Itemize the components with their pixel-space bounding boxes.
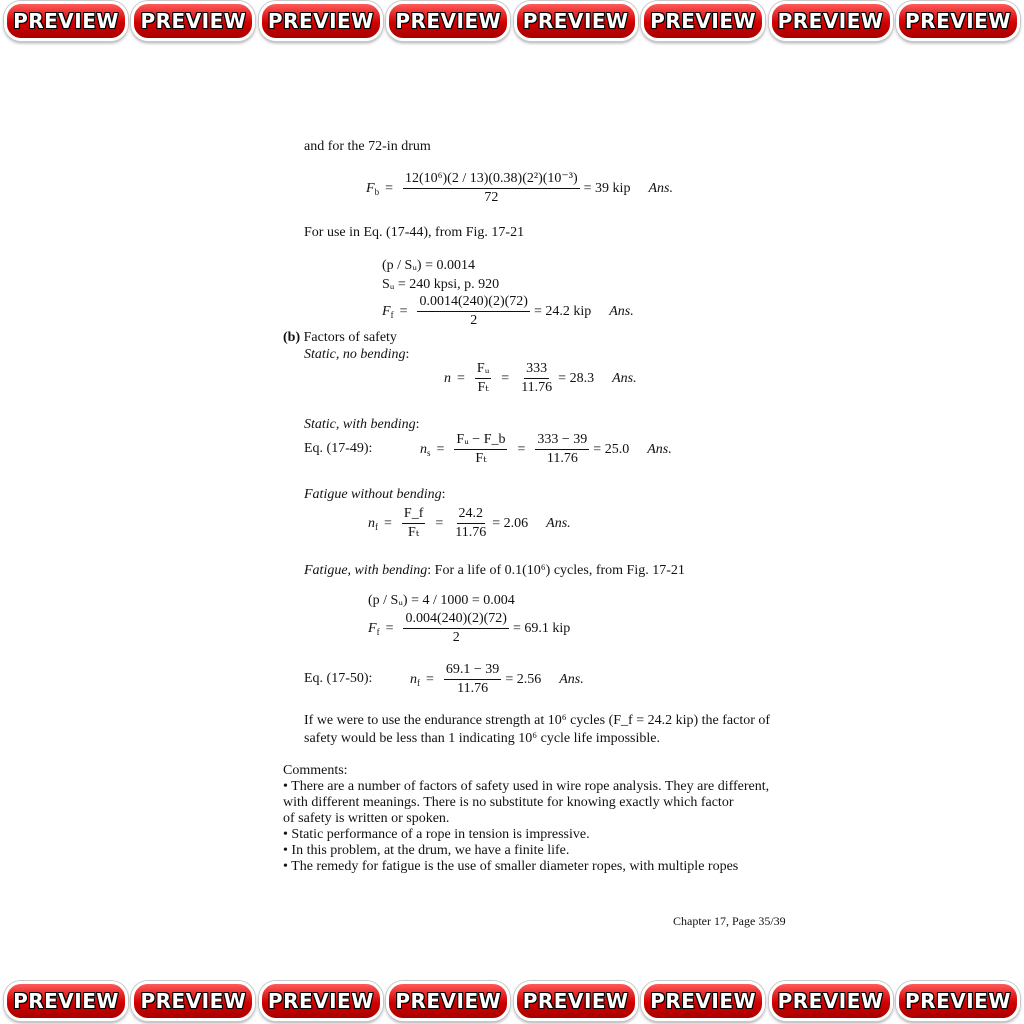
preview-badge: PREVIEW — [386, 981, 510, 1021]
ans-label: Ans. — [559, 671, 584, 687]
p-su-line: (p / Sᵤ) = 0.0014 — [382, 258, 475, 273]
preview-badge: PREVIEW — [896, 1, 1020, 41]
preview-badge: PREVIEW — [131, 1, 255, 41]
ff-lhs: $F_f$ — [382, 303, 394, 320]
preview-banner-top — [4, 0, 1020, 42]
ff-fraction — [417, 294, 529, 329]
fb-result: = 39 kip — [583, 180, 631, 196]
endurance-line-1: If we were to use the endurance strength at 10⁶ cycles (F_f = 24.2 kip) the factor of — [304, 713, 771, 728]
ans-label: Ans. — [546, 515, 571, 531]
fb-lhs: $F_b$ — [366, 180, 380, 197]
eq-ff: $F_f$ = $\frac{0.0014(240)(2)(72)}{2}$ = 24.2 kip Ans. — [382, 294, 634, 328]
nf-fraction-numeric: $\frac{24.2}{11.76}$ — [455, 506, 487, 540]
ff2-lhs: $F_f$ — [368, 620, 380, 637]
nf2-lhs: $n_f$ — [410, 671, 420, 688]
eq-17-50-label: Eq. (17-50): — [304, 671, 373, 686]
ans-label: Ans. — [647, 441, 672, 457]
eq-ff2: $F_f$ = $\frac{0.004(240)(2)(72)}{2}$ = 69.1 kip — [368, 611, 571, 645]
preview-badge: PREVIEW — [259, 1, 383, 41]
nf-fraction-symbolic: $\frac{F\_f}{\text{Fₜ}}$ — [403, 506, 424, 540]
static-with-bending-label: Static, with bending: — [304, 417, 420, 432]
ans-label: Ans. — [648, 180, 673, 196]
preview-badge: PREVIEW — [514, 1, 638, 41]
comment-line: • The remedy for fatigue is the use of smaller diameter ropes, with multiple ropes — [283, 859, 739, 874]
preview-badge: PREVIEW — [896, 981, 1020, 1021]
p-su2-line: (p / Sᵤ) = 4 / 1000 = 0.004 — [368, 593, 515, 608]
comment-line: • There are a number of factors of safety used in wire rope analysis. They are different, — [283, 779, 770, 794]
nf2-fraction: $\frac{69.1 - 39}{11.76}$ — [445, 662, 500, 696]
preview-badge: PREVIEW — [4, 981, 128, 1021]
eq-fb: $F_b$ = $\frac{\text{12(10⁶)(2 / 13)(0.38)(2²)(10⁻³)}}{72}$ = 39 kip Ans. — [366, 171, 673, 205]
fb-numerator: 12(10⁶)(2 / 13)(0.38)(2²)(10⁻³) — [403, 171, 580, 189]
ff2-result: = 69.1 kip — [512, 620, 571, 636]
eq-n: n = $\frac{\text{Fᵤ}}{\text{Fₜ}}$ = $\frac{333}{11.76}$ = 28.3 Ans. — [444, 361, 637, 395]
page-footer: Chapter 17, Page 35/39 — [673, 914, 786, 928]
ns-result: = 25.0 — [593, 441, 630, 457]
ff-denominator: 2 — [470, 313, 478, 328]
ff-numerator: 0.0014(240)(2)(72) — [417, 294, 529, 312]
nf2-result: = 2.56 — [505, 671, 542, 687]
comment-line: • Static performance of a rope in tension is impressive. — [283, 827, 590, 842]
preview-badge: PREVIEW — [641, 981, 765, 1021]
comment-line: • In this problem, at the drum, we have a finite life. — [283, 843, 570, 858]
preview-badge: PREVIEW — [131, 981, 255, 1021]
preview-badge: PREVIEW — [641, 1, 765, 41]
part-b-heading: (b) Factors of safety — [283, 330, 397, 345]
comments-title: Comments: — [283, 763, 348, 778]
ff-result: = 24.2 kip — [533, 303, 592, 319]
preview-badge: PREVIEW — [386, 1, 510, 41]
preview-badge: PREVIEW — [259, 981, 383, 1021]
preview-banner-bottom — [4, 980, 1020, 1022]
eq-17-49-label: Eq. (17-49): — [304, 441, 373, 456]
ans-label: Ans. — [612, 370, 637, 386]
su-line: Sᵤ = 240 kpsi, p. 920 — [382, 277, 500, 292]
eq-nf: $n_f$ = $\frac{F\_f}{\text{Fₜ}}$ = $\frac{24.2}{11.76}$ = 2.06 Ans. — [368, 506, 571, 540]
n-lhs: n — [444, 370, 451, 386]
fb-fraction — [403, 171, 580, 206]
n-result: = 28.3 — [558, 370, 595, 386]
preview-badge: PREVIEW — [4, 1, 128, 41]
intro-72-drum: and for the 72-in drum — [304, 139, 431, 154]
fb-denominator: 72 — [484, 190, 499, 205]
preview-badge: PREVIEW — [769, 981, 893, 1021]
endurance-line-2: safety would be less than 1 indicating 10⁶ cycle life impossible. — [304, 731, 660, 746]
ans-label: Ans. — [609, 303, 634, 319]
ns-fraction-symbolic: $\frac{\text{Fᵤ − F\_b}}{\text{Fₜ}}$ — [456, 432, 506, 466]
static-no-bending-label: Static, no bending: — [304, 347, 410, 362]
fatigue-with-bending-line: Fatigue, with bending: For a life of 0.1(10⁶) cycles, from Fig. 17-21 — [304, 563, 685, 578]
eq-nf2: $n_f$ = $\frac{69.1 - 39}{11.76}$ = 2.56 Ans. — [410, 662, 584, 696]
preview-badge: PREVIEW — [769, 1, 893, 41]
ns-lhs: $n_s$ — [420, 441, 431, 458]
preview-badge: PREVIEW — [514, 981, 638, 1021]
ff2-fraction: $\frac{0.004(240)(2)(72)}{2}$ — [405, 611, 507, 645]
use-in-eq-text: For use in Eq. (17-44), from Fig. 17-21 — [304, 225, 525, 240]
eq-ns: $n_s$ = $\frac{\text{Fᵤ − F\_b}}{\text{Fₜ}}$ = $\frac{333 - 39}{11.76}$ = 25.0 Ans. — [420, 432, 672, 466]
n-fraction-numeric: $\frac{333}{11.76}$ — [521, 361, 553, 395]
n-fraction-symbolic: $\frac{\text{Fᵤ}}{\text{Fₜ}}$ — [476, 361, 490, 395]
nf-lhs: $n_f$ — [368, 515, 378, 532]
comment-line: with different meanings. There is no substitute for knowing exactly which factor — [283, 795, 734, 810]
nf-result: = 2.06 — [492, 515, 529, 531]
comment-line: of safety is written or spoken. — [283, 811, 450, 826]
fatigue-without-bending-label: Fatigue without bending: — [304, 487, 446, 502]
ns-fraction-numeric: $\frac{333 - 39}{11.76}$ — [537, 432, 588, 466]
